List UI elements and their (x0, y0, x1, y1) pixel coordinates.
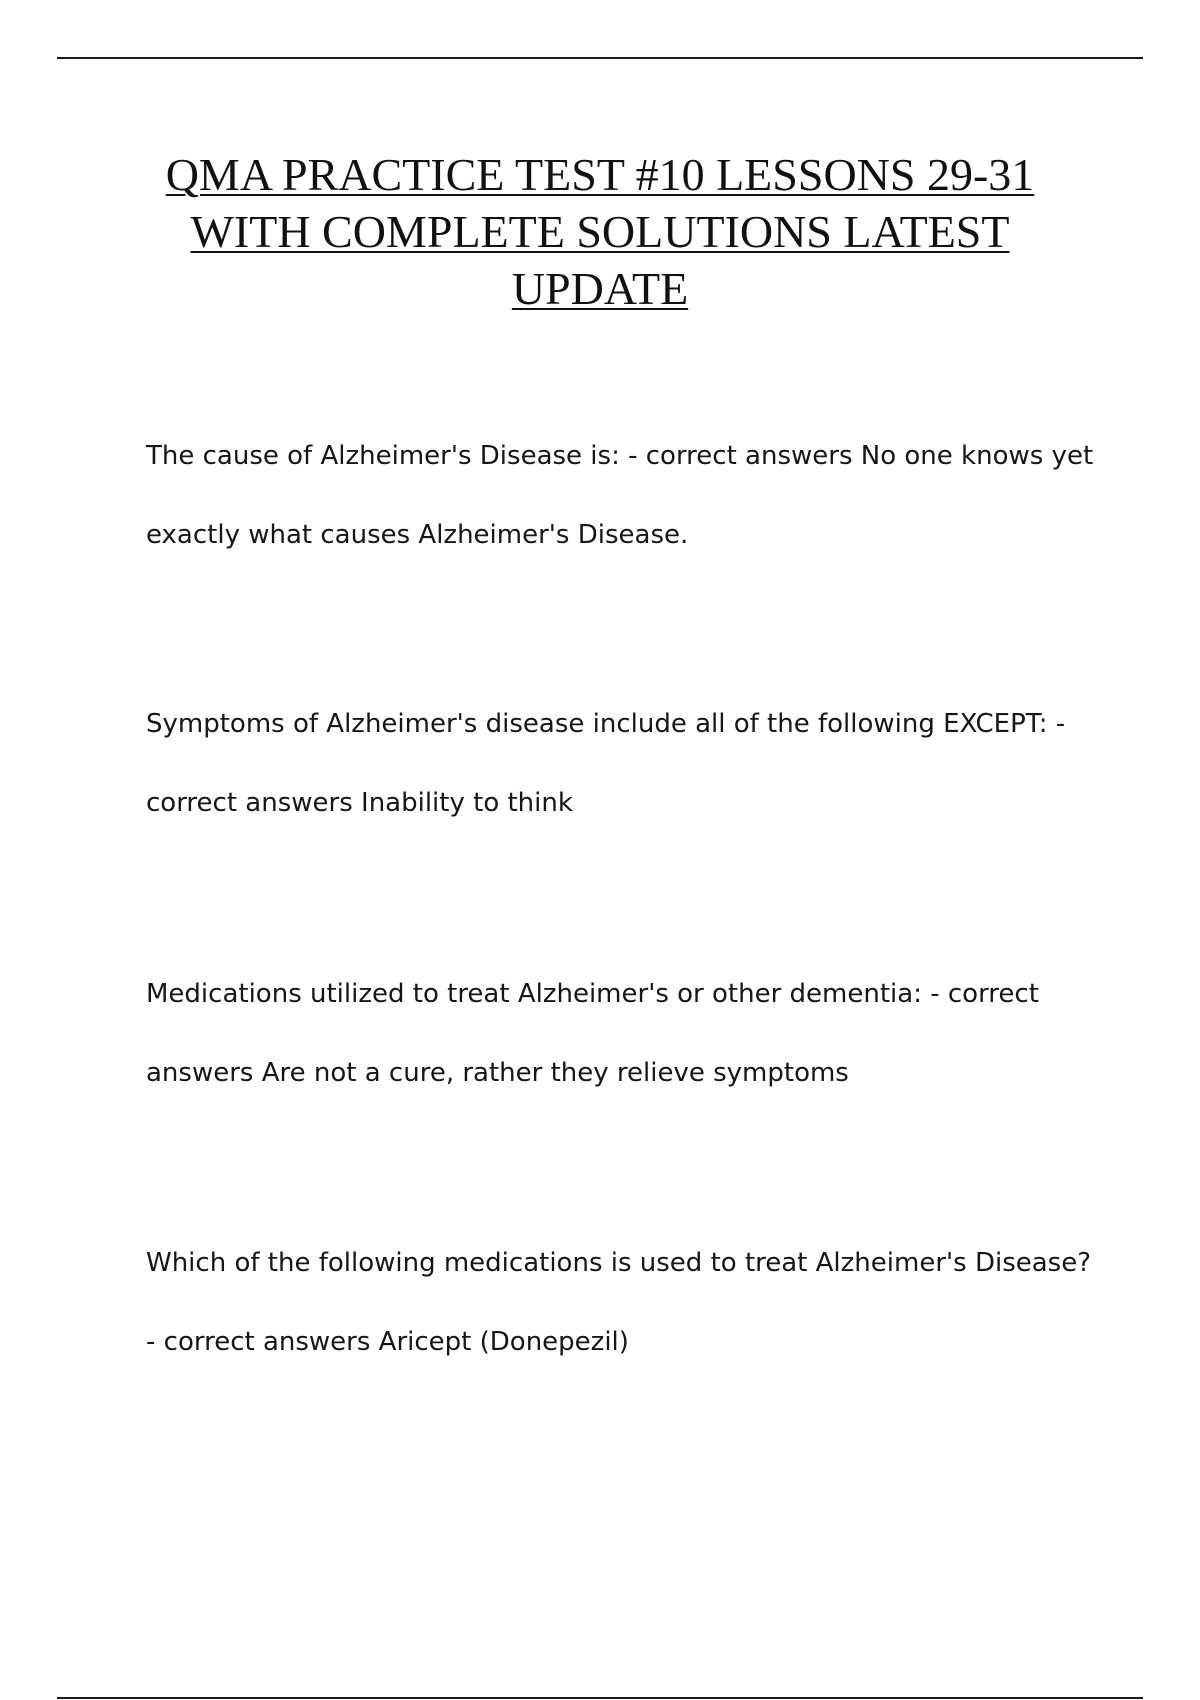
footer-rule (57, 1697, 1143, 1699)
header-rule (57, 57, 1143, 59)
question-answer-3: Medications utilized to treat Alzheimer's or other dementia: - correct answers Are not a cure, rather they relieve symptoms (146, 979, 1039, 1088)
question-answer-1: The cause of Alzheimer's Disease is: - correct answers No one knows yet exactly what causes Alzheimer's Disease. (146, 441, 1094, 550)
document-title: QMA PRACTICE TEST #10 LESSONS 29-31 WITH COMPLETE SOLUTIONS LATEST UPDATE (165, 149, 1035, 314)
question-answer-4: Which of the following medications is used to treat Alzheimer's Disease? - correct answers Aricept (Donepezil) (146, 1248, 1092, 1357)
question-answer-2: Symptoms of Alzheimer's disease include all of the following EXCEPT: - correct answers Inability to think (146, 709, 1066, 818)
